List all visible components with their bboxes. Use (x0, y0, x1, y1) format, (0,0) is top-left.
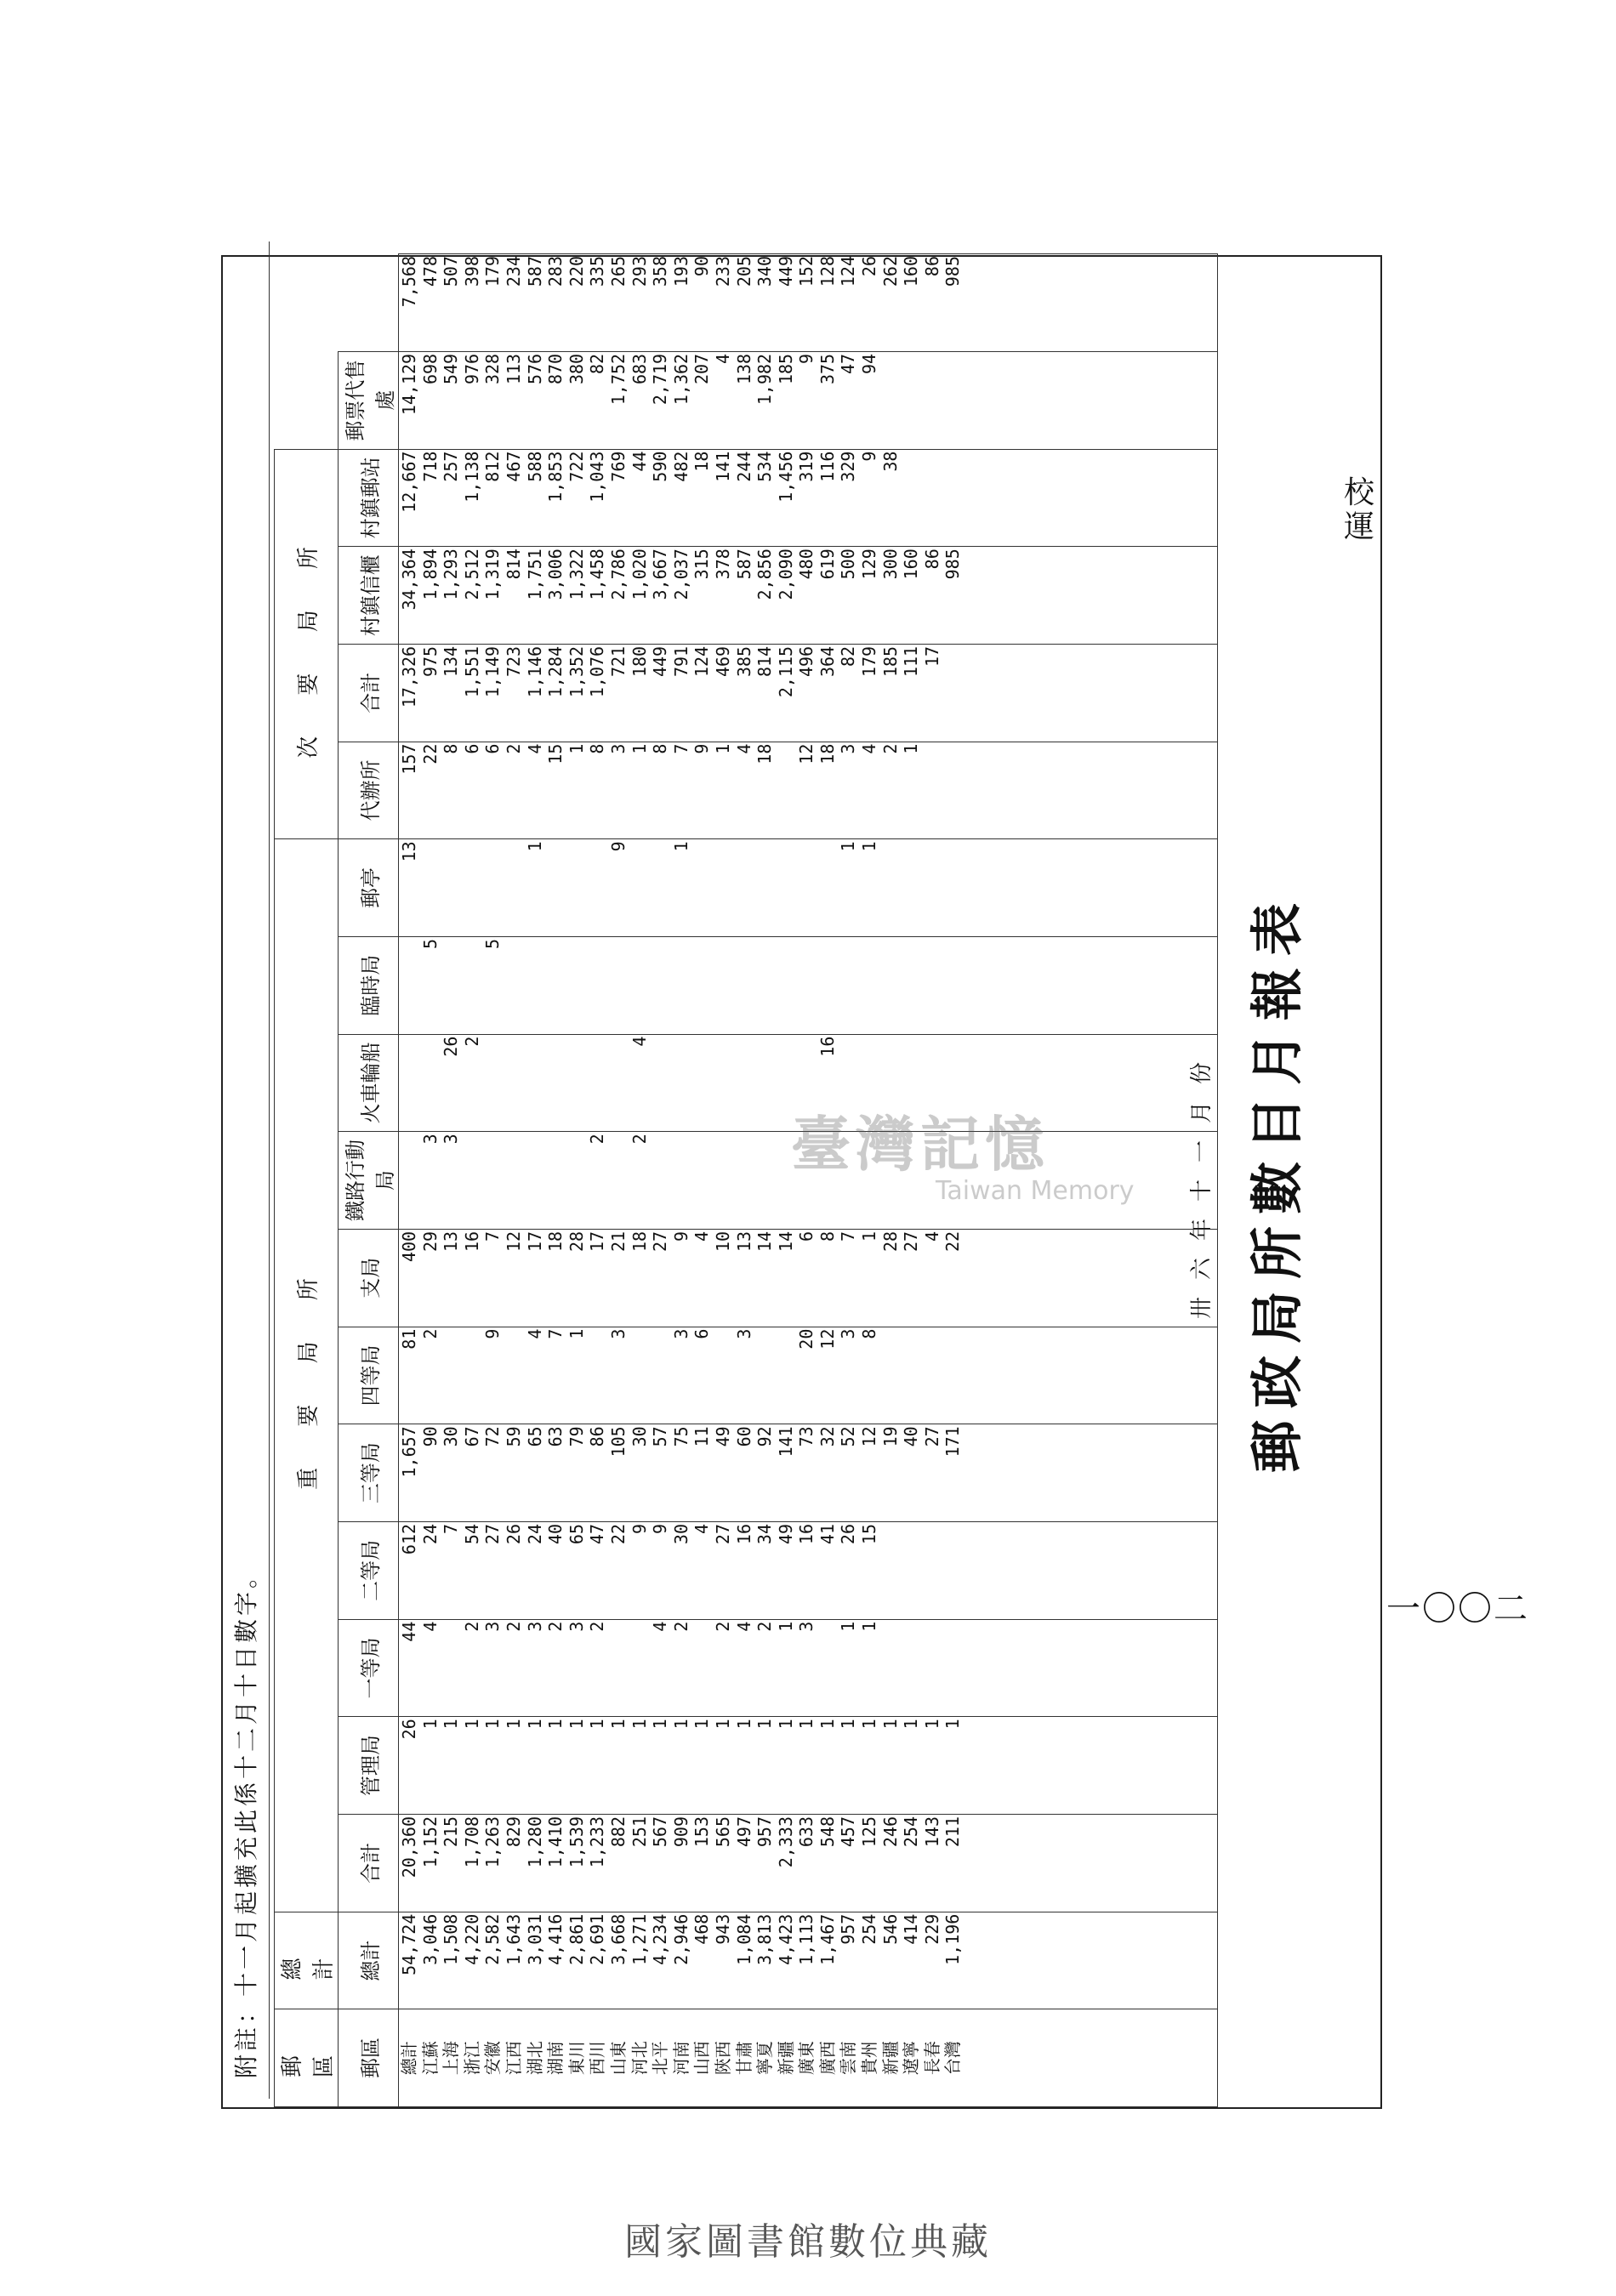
group-header: 重 要 局 所 (275, 839, 339, 1912)
value-column: 157 22 8 6 6 2 4 15 1 8 3 1 8 7 9 1 4 18 12 18 3 4 2 1 (399, 742, 1218, 839)
group-header: 次 要 局 所 (275, 449, 339, 839)
value-column: 14,129 698 549 976 328 113 576 870 380 82 1,752 683 2,719 1,362 207 4 138 1,982 185 9 375 47 94 (399, 351, 1218, 449)
report-title: 郵政局所數目月報表 (1246, 891, 1308, 1474)
column-header: 管理局 (339, 1717, 399, 1815)
column-header: 總計 (339, 1912, 399, 2009)
value-column: 17,326 975 134 1,551 1,149 723 1,146 1,284 1,352 1,076 721 180 449 791 124 469 385 814 2,115 496 364 82 179 185 111 17 (399, 644, 1218, 742)
column-header: 四等局 (339, 1327, 399, 1424)
value-column: 612 24 7 54 27 26 24 40 65 47 22 9 9 30 4 27 16 34 49 16 41 26 15 (399, 1521, 1218, 1619)
value-column: 54,724 3,046 1,508 4,220 2,582 1,643 3,031 4,416 2,861 2,691 3,668 1,271 4,234 2,946 468 943 1,084 3,813 4,423 1,113 1,467 957 254 546 414 229 1,196 (399, 1912, 1218, 2009)
value-column: 26 1 1 1 1 1 1 1 1 1 1 1 1 1 1 1 1 1 1 1 1 1 1 1 1 1 1 (399, 1717, 1218, 1815)
group-header: 郵 區 (275, 2009, 339, 2107)
value-column: 12,667 718 257 1,138 812 467 588 1,853 722 1,043 769 44 590 482 18 141 244 534 1,456 319 116 329 9 38 (399, 449, 1218, 547)
value-column: 13 1 9 1 1 1 (399, 839, 1218, 937)
column-header: 支局 (339, 1229, 399, 1327)
column-header: 火車輪船 (339, 1034, 399, 1132)
watermark-text: 臺灣記憶 (791, 1109, 1050, 1179)
value-column: 26 2 4 16 (399, 1034, 1218, 1132)
watermark (791, 1097, 1148, 1208)
column-header: 合計 (339, 1814, 399, 1912)
column-header-row (339, 254, 399, 2107)
report-subtitle: 卅六年十一月份 (1189, 1045, 1215, 1320)
value-column: 5 5 (399, 936, 1218, 1034)
column-header: 三等局 (339, 1424, 399, 1522)
column-header: 郵票代售處 (339, 351, 399, 449)
value-column: 44 4 2 3 2 3 2 3 2 4 2 2 4 2 1 3 1 1 (399, 1619, 1218, 1717)
value-column: 3 3 2 2 (399, 1132, 1218, 1230)
column-header: 合計 (339, 644, 399, 742)
library-footer: 國家圖書館數位典藏 (624, 2220, 992, 2264)
region-column: 總計 江蘇 上海 浙江 安徽 江西 湖北 湖南 東川 西川 山東 河北 北平 河南 山西 陝西 甘肅 寧夏 新疆 廣東 廣西 雲南 貴州 新疆 遼寧 長春 台灣 (399, 2009, 1218, 2107)
value-column: 20,360 1,152 215 1,708 1,263 829 1,280 1,410 1,539 1,233 882 251 567 909 153 565 497 957 2,333 633 548 457 125 246 254 143 211 (399, 1814, 1218, 1912)
table-footnote: 附註：十一月起擴充此係十二月十日數字。 (223, 242, 270, 2099)
value-column: 7,568 478 507 398 179 234 587 283 220 335 265 293 358 193 90 233 205 340 449 152 128 124 26 262 160 86 985 (399, 254, 1218, 352)
value-column: 34,364 1,894 1,293 2,512 1,319 814 1,751 3,006 1,322 1,458 2,786 1,020 3,667 2,037 315 378 587 2,856 2,090 480 619 500 129 300 160 86 985 (399, 547, 1218, 645)
column-header: 村鎮信櫃 (339, 547, 399, 645)
value-column: 400 29 13 16 7 12 17 18 28 17 21 18 27 9 4 10 13 14 14 6 8 7 1 28 27 4 22 (399, 1229, 1218, 1327)
value-column: 81 2 9 4 7 1 3 3 6 3 20 12 3 8 (399, 1327, 1218, 1424)
group-header-row (275, 254, 339, 2107)
column-header: 代辦所 (339, 742, 399, 839)
column-header: 郵亭 (339, 839, 399, 937)
value-column: 1,657 90 30 67 72 59 65 63 79 86 105 30 57 75 11 49 60 92 141 73 32 52 12 19 40 27 171 (399, 1424, 1218, 1522)
column-header: 一等局 (339, 1619, 399, 1717)
column-header: 鐵路行動局 (339, 1132, 399, 1230)
section-label: 校 運 (1344, 475, 1452, 544)
group-header: 總 計 (275, 1912, 339, 2009)
page-number: 一〇〇二 (1386, 1589, 1529, 1628)
column-header: 二等局 (339, 1521, 399, 1619)
watermark-subtext: Taiwan Memory (936, 1176, 1135, 1206)
column-header: 臨時局 (339, 936, 399, 1034)
column-header: 郵區 (339, 2009, 399, 2107)
column-header: 村鎮郵站 (339, 449, 399, 547)
